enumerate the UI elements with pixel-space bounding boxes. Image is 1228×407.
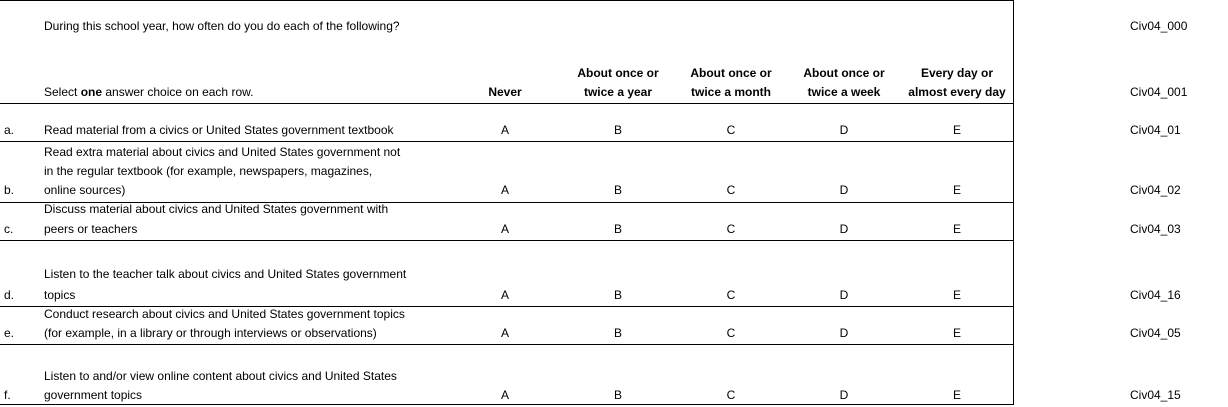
instruction-text-end: answer choice on each row. — [102, 85, 254, 99]
choice-c[interactable]: C — [726, 326, 736, 340]
row-question-line: Conduct research about civics and United States government topics — [44, 307, 405, 321]
divider-e — [0, 344, 1014, 345]
row-label: e. — [4, 326, 15, 340]
choice-b[interactable]: B — [613, 388, 622, 402]
choice-e[interactable]: E — [952, 288, 961, 302]
divider-a — [0, 141, 1014, 142]
choice-b[interactable]: B — [613, 288, 622, 302]
divider-c — [0, 240, 1014, 241]
choice-a[interactable]: A — [500, 183, 509, 197]
divider-header — [0, 103, 1014, 104]
variable-code: Civ04_15 — [1130, 388, 1181, 402]
choice-b[interactable]: B — [613, 183, 622, 197]
choice-b[interactable]: B — [613, 326, 622, 340]
choice-b[interactable]: B — [613, 123, 622, 137]
column-header-never: Never — [488, 85, 522, 99]
row-question-line: government topics — [44, 388, 143, 402]
variable-code: Civ04_02 — [1130, 183, 1181, 197]
instruction-text: Select — [44, 85, 81, 99]
column-header-week-line2: twice a week — [807, 85, 881, 99]
choice-d[interactable]: D — [839, 288, 849, 302]
choice-e[interactable]: E — [952, 388, 961, 402]
row-label: a. — [4, 123, 15, 137]
choice-a[interactable]: A — [500, 326, 509, 340]
column-header-year-line1: About once or — [577, 66, 659, 80]
row-question-line: Listen to and/or view online content about civics and United States — [44, 369, 397, 383]
choice-c[interactable]: C — [726, 183, 736, 197]
choice-b[interactable]: B — [613, 222, 622, 236]
column-header-year-line2: twice a year — [583, 85, 653, 99]
row-label: f. — [4, 388, 11, 402]
column-header-daily-line1: Every day or — [920, 66, 994, 80]
row-question-line: peers or teachers — [44, 222, 138, 236]
column-header-week-line1: About once or — [803, 66, 885, 80]
choice-a[interactable]: A — [500, 222, 509, 236]
column-header-daily-line2: almost every day — [908, 85, 1006, 99]
variable-code: Civ04_001 — [1130, 85, 1188, 99]
choice-c[interactable]: C — [726, 388, 736, 402]
row-question-line: (for example, in a library or through interviews or observations) — [44, 326, 377, 340]
column-header-month-line2: twice a month — [690, 85, 771, 99]
question-intro: During this school year, how often do you do each of the following? — [44, 19, 400, 33]
instruction-emphasis: one — [80, 85, 103, 99]
row-question: Read material from a civics or United States government textbook — [44, 123, 394, 137]
variable-code: Civ04_05 — [1130, 326, 1181, 340]
choice-c[interactable]: C — [726, 222, 736, 236]
choice-e[interactable]: E — [952, 123, 961, 137]
row-question-line: Discuss material about civics and United States government with — [44, 202, 389, 216]
choice-a[interactable]: A — [500, 388, 509, 402]
row-question-line: online sources) — [44, 183, 126, 197]
variable-code: Civ04_01 — [1130, 123, 1181, 137]
choice-c[interactable]: C — [726, 123, 736, 137]
row-question-line: in the regular textbook (for example, newspapers, magazines, — [44, 164, 373, 178]
choice-d[interactable]: D — [839, 326, 849, 340]
row-question-line: topics — [44, 288, 76, 302]
choice-a[interactable]: A — [500, 288, 509, 302]
choice-d[interactable]: D — [839, 183, 849, 197]
choice-e[interactable]: E — [952, 222, 961, 236]
row-label: b. — [4, 183, 15, 197]
column-header-month-line1: About once or — [690, 66, 772, 80]
row-question-line: Read extra material about civics and United States government not — [44, 145, 401, 159]
variable-code: Civ04_03 — [1130, 222, 1181, 236]
choice-d[interactable]: D — [839, 222, 849, 236]
variable-code: Civ04_000 — [1130, 19, 1188, 33]
choice-e[interactable]: E — [952, 326, 961, 340]
answer-instruction — [44, 83, 253, 102]
row-label: c. — [4, 222, 14, 236]
choice-c[interactable]: C — [726, 288, 736, 302]
row-question-line: Listen to the teacher talk about civics and United States government — [44, 267, 407, 281]
variable-code: Civ04_16 — [1130, 288, 1181, 302]
choice-e[interactable]: E — [952, 183, 961, 197]
choice-d[interactable]: D — [839, 123, 849, 137]
row-label: d. — [4, 288, 15, 302]
choice-d[interactable]: D — [839, 388, 849, 402]
choice-a[interactable]: A — [500, 123, 509, 137]
